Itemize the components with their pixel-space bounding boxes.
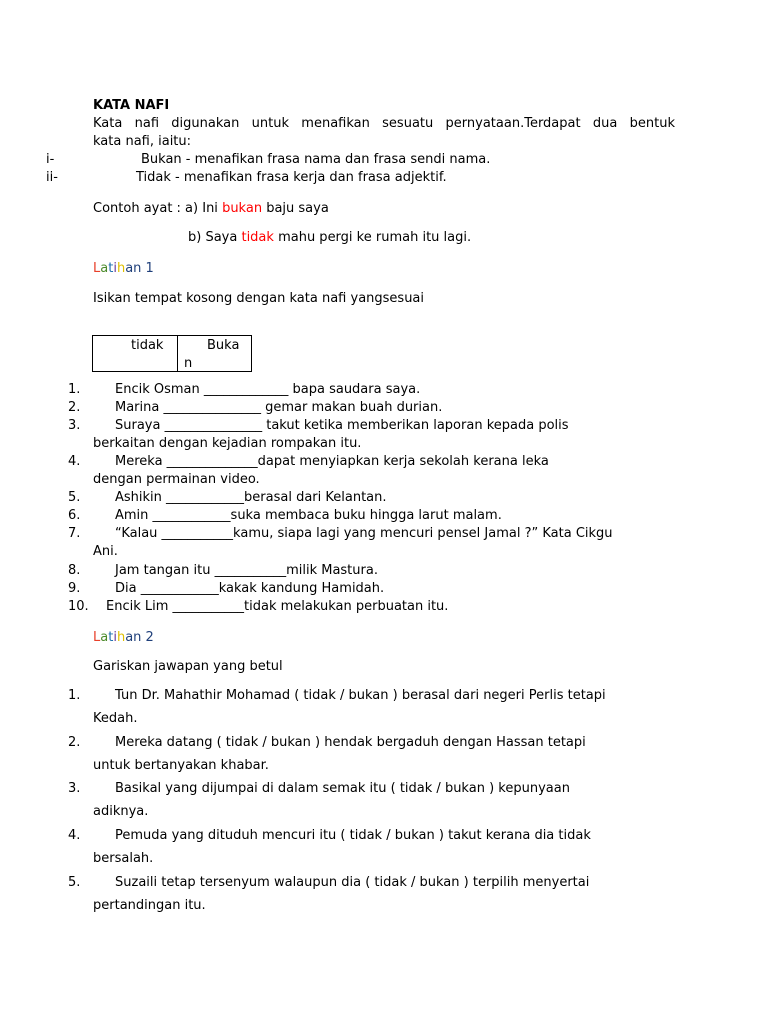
item-number: 8. <box>68 563 81 578</box>
page-title: KATA NAFI <box>93 98 170 113</box>
list-item: Ashikin ____________berasal dari Kelantan. <box>115 490 387 505</box>
form-marker-2: ii- <box>46 170 58 185</box>
item-number: 5. <box>68 490 81 505</box>
list-item: Marina _______________ gemar makan buah durian. <box>115 400 443 415</box>
word-box-bukan-part1: Buka <box>207 338 240 353</box>
latihan-2-title-part: h <box>116 630 126 645</box>
latihan-1-instruction: Isikan tempat kosong dengan kata nafi yangsesuai <box>93 291 425 306</box>
latihan-2-title <box>93 629 154 647</box>
list-item: “Kalau ___________kamu, siapa lagi yang mencuri pensel Jamal ?” Kata Cikgu <box>115 526 613 541</box>
list-item-continuation: Kedah. <box>93 711 138 726</box>
list-item: Basikal yang dijumpai di dalam semak itu ( tidak / bukan ) kepunyaan <box>115 781 570 796</box>
list-item: Dia ____________kakak kandung Hamidah. <box>115 581 385 596</box>
word-box-tidak: tidak <box>131 338 164 353</box>
latihan-1-title-part: a <box>100 261 109 276</box>
item-number: 6. <box>68 508 81 523</box>
item-number: 7. <box>68 526 81 541</box>
example-a-highlight: bukan <box>222 201 263 216</box>
form-text-2: Tidak - menafikan frasa kerja dan frasa adjektif. <box>136 170 447 185</box>
item-number: 3. <box>68 781 81 796</box>
word-box-bukan-part2: n <box>184 356 193 371</box>
list-item-continuation: dengan permainan video. <box>93 472 260 487</box>
latihan-1-title-part: i <box>113 261 117 276</box>
list-item: Suzaili tetap tersenyum walaupun dia ( tidak / bukan ) terpilih menyertai <box>115 875 590 890</box>
item-number: 2. <box>68 735 81 750</box>
list-item: Jam tangan itu ___________milik Mastura. <box>115 563 378 578</box>
example-b-prefix: b) Saya <box>188 230 242 245</box>
form-text-1: Bukan - menafikan frasa nama dan frasa sendi nama. <box>141 152 491 167</box>
item-number: 2. <box>68 400 81 415</box>
list-item: Pemuda yang dituduh mencuri itu ( tidak / bukan ) takut kerana dia tidak <box>115 828 591 843</box>
example-b-suffix: mahu pergi ke rumah itu lagi. <box>273 230 472 245</box>
latihan-1-title <box>93 260 154 278</box>
list-item-continuation: pertandingan itu. <box>93 898 206 913</box>
item-number: 5. <box>68 875 81 890</box>
latihan-1-title-part: L <box>93 261 101 276</box>
list-item: Mereka datang ( tidak / bukan ) hendak bergaduh dengan Hassan tetapi <box>115 735 586 750</box>
latihan-2-title-part: t <box>108 630 114 645</box>
list-item: Encik Lim ___________tidak melakukan perbuatan itu. <box>106 599 449 614</box>
example-a-suffix: baju saya <box>262 201 329 216</box>
item-number: 1. <box>68 688 81 703</box>
item-number: 1. <box>68 382 81 397</box>
item-number: 10. <box>68 599 89 614</box>
list-item-continuation: Ani. <box>93 544 118 559</box>
list-item: Mereka ______________dapat menyiapkan kerja sekolah kerana leka <box>115 454 549 469</box>
item-number: 9. <box>68 581 81 596</box>
example-b-highlight: tidak <box>241 230 274 245</box>
intro-line-1: Kata nafi digunakan untuk menafikan sesuatu pernyataan.Terdapat dua bentuk <box>93 116 675 131</box>
list-item-continuation: berkaitan dengan kejadian rompakan itu. <box>93 436 362 451</box>
item-number: 4. <box>68 828 81 843</box>
word-box-cell-1 <box>92 335 178 372</box>
form-marker-1: i- <box>46 152 55 167</box>
list-item-continuation: bersalah. <box>93 851 154 866</box>
latihan-2-instruction: Gariskan jawapan yang betul <box>93 659 283 674</box>
example-b <box>188 229 471 247</box>
latihan-1-title-part: an 1 <box>125 261 154 276</box>
latihan-1-title-part: h <box>116 261 126 276</box>
latihan-1-title-part: t <box>108 261 114 276</box>
list-item-continuation: untuk bertanyakan khabar. <box>93 758 269 773</box>
example-a-prefix: Contoh ayat : a) Ini <box>93 201 223 216</box>
example-a <box>93 200 329 218</box>
list-item: Amin ____________suka membaca buku hingga larut malam. <box>115 508 502 523</box>
word-box-cell-2 <box>177 335 252 372</box>
intro-line-2: kata nafi, iaitu: <box>93 134 192 149</box>
item-number: 3. <box>68 418 81 433</box>
list-item-continuation: adiknya. <box>93 804 149 819</box>
list-item: Tun Dr. Mahathir Mohamad ( tidak / bukan ) berasal dari negeri Perlis tetapi <box>115 688 606 703</box>
latihan-2-title-part: i <box>113 630 117 645</box>
list-item: Suraya _______________ takut ketika memberikan laporan kepada polis <box>115 418 569 433</box>
item-number: 4. <box>68 454 81 469</box>
latihan-2-title-part: a <box>100 630 109 645</box>
latihan-2-title-part: L <box>93 630 101 645</box>
list-item: Encik Osman _____________ bapa saudara saya. <box>115 382 421 397</box>
latihan-2-title-part: an 2 <box>125 630 154 645</box>
